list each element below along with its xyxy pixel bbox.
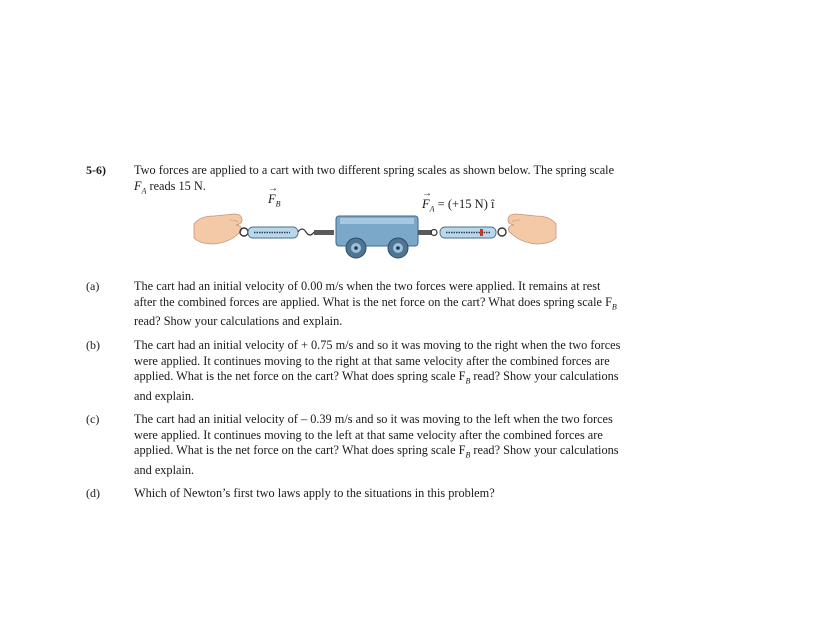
part-c-text: The cart had an initial velocity of – 0.39 m/s and so it was moving to the left when the two forces were applied. It continues moving to the left at that same velocity after the combined forces are applied. What is the net force on the cart? What does spring scale $F_B$ read? Show your calculations and explain. xyxy=(134,412,619,477)
part-c-label: (c) xyxy=(86,412,100,426)
part-d-label: (d) xyxy=(86,486,100,500)
left-hand-icon xyxy=(194,214,242,244)
cart-illustration xyxy=(190,183,560,270)
intro-line-2: $F_A$ reads 15 N. xyxy=(134,178,206,195)
cart-diagram xyxy=(190,183,560,270)
problem-number: 5-6) xyxy=(86,163,106,177)
intro-line-1: Two forces are applied to a cart with two different spring scales as shown below. The spring scale xyxy=(134,163,615,177)
part-a-text: The cart had an initial velocity of 0.00 m/s when the two forces were applied. It remains at rest after the combined forces are applied. What is the net force on the cart? What does spring scale $F_B$ read? Show your calculations and explain. xyxy=(134,279,617,329)
right-hand-icon xyxy=(508,214,556,244)
part-b-label: (b) xyxy=(86,338,100,352)
spring-scale-b-icon xyxy=(240,227,334,238)
force-a-label: → $F_A = (+15$ N) î xyxy=(422,188,495,214)
part-b-text: The cart had an initial velocity of + 0.75 m/s and so it was moving to the right when the two forces were applied. It continues moving to the right at that same velocity after the combined forces are applied. What is the net force on the cart? What does spring scale $F_B$ read? Show your calculations and explain. xyxy=(134,338,621,403)
part-a-label: (a) xyxy=(86,279,100,293)
force-b-label: → $F_B$ xyxy=(268,183,281,209)
part-d-text: Which of Newton’s first two laws apply to the situations in this problem? xyxy=(134,486,495,500)
cart-icon xyxy=(336,216,418,258)
spring-scale-a-icon xyxy=(418,227,506,238)
